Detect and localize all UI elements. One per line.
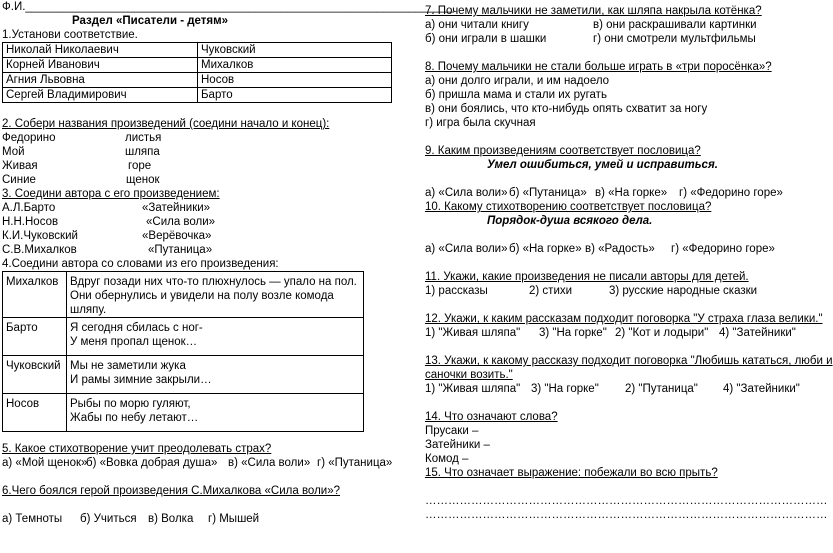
list-item <box>2 173 394 187</box>
option: г) «Федорино горе» <box>679 187 783 199</box>
q4-quote-line: И рамы зимние закрыли… <box>70 374 212 386</box>
option: а) они читали книгу <box>425 19 529 31</box>
q2-start: Живая <box>2 160 38 172</box>
q3-author: Н.Н.Носов <box>2 216 59 228</box>
option: г) они смотрели мультфильмы <box>593 33 756 45</box>
table-row <box>3 58 392 73</box>
q1-name-cell: Корней Иванович <box>3 58 198 73</box>
q4-table <box>2 271 364 432</box>
option: 2) "Путаница" <box>625 383 698 395</box>
q4-author-cell: Носов <box>3 394 67 432</box>
list-item <box>2 215 394 229</box>
table-row <box>3 394 364 432</box>
q9-title: 9. Каким произведениям соответствует пословица? <box>425 145 701 157</box>
right-column <box>425 4 833 522</box>
option: а) они долго играли, и им надоело <box>425 75 610 87</box>
q2-start: Федорино <box>2 132 56 144</box>
option: в) Волка <box>148 513 194 525</box>
answer-dots-line: …………………………………………………………………………………………… <box>425 509 828 521</box>
q13-options <box>425 382 815 396</box>
q2-start: Мой <box>2 146 25 158</box>
option: г) «Федорино горе» <box>671 243 775 255</box>
list-item <box>2 159 394 173</box>
option: в) «На горке» <box>595 187 668 199</box>
option: б) «На горке» <box>509 243 582 255</box>
q7-options-row2 <box>425 32 815 46</box>
section-title: Раздел «Писатели - детям» <box>72 15 229 27</box>
q4-quote-cell <box>67 356 364 394</box>
q10-options <box>425 242 815 256</box>
q3-work: «Верёвочка» <box>142 230 212 242</box>
option: в) они раскрашивали картинки <box>593 19 757 31</box>
q3-work: «Сила воли» <box>146 216 216 228</box>
q4-quote-line: Я сегодня сбилась с ног- <box>70 322 203 334</box>
option: г) «Путаница» <box>317 457 393 469</box>
q4-author-cell: Чуковский <box>3 356 67 394</box>
option: г) игра была скучная <box>425 117 536 129</box>
q14-word: Затейники – <box>425 439 490 451</box>
option: г) Мышей <box>208 513 260 525</box>
q3-work: «Путаница» <box>148 244 213 256</box>
q4-title: 4.Соедини автора со словами из его произведения: <box>2 258 279 270</box>
q3-title: 3. Соедини автора с его произведением: <box>2 188 220 200</box>
q1-name-cell: Агния Львовна <box>3 73 198 88</box>
q11-title: 11. Укажи, какие произведения не писали авторы для детей. <box>425 271 749 283</box>
q3-author: С.В.Михалков <box>2 244 77 256</box>
q15-title: 15. Что означает выражение: побежали во всю прыть? <box>425 467 718 479</box>
q12-options <box>425 326 815 340</box>
q4-quote-line: Жабы по небу летают… <box>70 412 199 424</box>
table-row <box>3 272 364 318</box>
list-item <box>2 145 394 159</box>
option: 2) стихи <box>529 285 573 297</box>
q14-word: Комод – <box>425 453 469 465</box>
q5-options <box>2 456 394 470</box>
option: 4) "Затейники" <box>723 383 800 395</box>
answer-dots-line: …………………………………………………………………………………………… <box>425 495 828 507</box>
option: б) «Путаница» <box>509 187 587 199</box>
option: б) пришла мама и стали их ругать <box>425 89 607 101</box>
q3-author: К.И.Чуковский <box>2 230 78 242</box>
q5-title: 5. Какое стихотворение учит преодолевать страх? <box>2 443 272 455</box>
q2-end: листья <box>125 132 162 144</box>
q3-author: А.Л.Барто <box>2 202 56 214</box>
option: 3) русские народные сказки <box>609 285 758 297</box>
q2-end: щенок <box>126 174 160 186</box>
q4-author-cell: Михалков <box>3 272 67 318</box>
q11-options <box>425 284 815 298</box>
list-item <box>2 229 394 243</box>
q7-title: 7. Почему мальчики не заметили, как шляпа накрыла котёнка? <box>425 5 762 17</box>
q1-table <box>2 42 392 103</box>
list-item <box>2 243 394 257</box>
option: б) «Вовка добрая душа» <box>86 457 218 469</box>
q13-title-line1: 13. Укажи, к какому рассказу подходит поговорка "Любишь кататься, люби и <box>425 355 833 367</box>
option: б) они играли в шашки <box>425 33 547 45</box>
q10-proverb: Порядок-душа всякого дела. <box>487 215 653 227</box>
q6-options <box>2 512 394 526</box>
q13-title-line2: саночки возить." <box>425 369 513 381</box>
q3-work: «Затейники» <box>142 202 211 214</box>
q4-quote-line: Они обернулись и увидели на полу возле комода шляпу. <box>70 290 334 316</box>
q1-surname-cell: Носов <box>198 73 392 88</box>
table-row <box>3 318 364 356</box>
q2-end: шляпа <box>125 146 160 158</box>
q4-quote-cell <box>67 272 364 318</box>
option: 1) рассказы <box>425 285 488 297</box>
q2-title: 2. Собери названия произведений (соедини начало и конец): <box>2 118 330 130</box>
q12-title: 12. Укажи, к каким рассказам подходит поговорка "У страха глаза велики." <box>425 313 823 325</box>
q4-quote-line: Мы не заметили жука <box>70 360 186 372</box>
q4-author-cell: Барто <box>3 318 67 356</box>
table-row <box>3 88 392 103</box>
q1-name-cell: Сергей Владимирович <box>3 88 198 103</box>
q9-proverb: Умел ошибиться, умей и исправиться. <box>487 159 718 171</box>
table-row <box>3 356 364 394</box>
option: 4) "Затейники" <box>719 327 796 339</box>
q14-word: Прусаки – <box>425 425 479 437</box>
q4-quote-line: Рыбы по морю гуляют, <box>70 398 191 410</box>
option: а) «Сила воли» <box>425 243 508 255</box>
q14-title: 14. Что означают слова? <box>425 411 558 423</box>
q4-quote-cell <box>67 394 364 432</box>
q2-start: Синие <box>2 174 36 186</box>
q1-name-cell: Николай Николаевич <box>3 43 198 58</box>
q4-quote-line: У меня пропал щенок… <box>70 336 198 348</box>
option: 2) "Кот и лодыри" <box>615 327 709 339</box>
option: 1) "Живая шляпа" <box>425 327 521 339</box>
table-row <box>3 43 392 58</box>
q7-options-row1 <box>425 18 815 32</box>
q9-options <box>425 186 815 200</box>
q10-title: 10. Какому стихотворению соответствует пословица? <box>425 201 712 213</box>
q1-surname-cell: Барто <box>198 88 392 103</box>
option: 3) "На горке" <box>531 383 599 395</box>
q6-title: 6.Чего боялся герой произведения С.Михалкова «Сила воли»? <box>2 485 340 497</box>
option: 3) "На горке" <box>539 327 607 339</box>
option: а) «Сила воли» <box>425 187 508 199</box>
option: в) они боялись, что кто-нибудь опять схватит за ногу <box>425 103 708 115</box>
option: а) Темноты <box>2 513 63 525</box>
q1-title: 1.Установи соответствие. <box>2 29 138 41</box>
option: а) «Мой щенок» <box>2 457 88 469</box>
q4-quote-cell <box>67 318 364 356</box>
q8-title: 8. Почему мальчики не стали больше играть в «три поросёнка»? <box>425 61 772 73</box>
list-item <box>2 201 394 215</box>
q2-end: горе <box>128 160 152 172</box>
option: в) «Радость» <box>585 243 655 255</box>
q1-surname-cell: Чуковский <box>198 43 392 58</box>
q4-quote-line: Вдруг позади них что-то плюхнулось — упало на пол. <box>70 276 357 288</box>
table-row <box>3 73 392 88</box>
option: в) «Сила воли» <box>228 457 311 469</box>
q1-surname-cell: Михалков <box>198 58 392 73</box>
option: 1) "Живая шляпа" <box>425 383 521 395</box>
list-item <box>2 131 394 145</box>
name-field-line: Ф.И.___________________________________________________________________ <box>2 1 454 13</box>
option: б) Учиться <box>80 513 137 525</box>
